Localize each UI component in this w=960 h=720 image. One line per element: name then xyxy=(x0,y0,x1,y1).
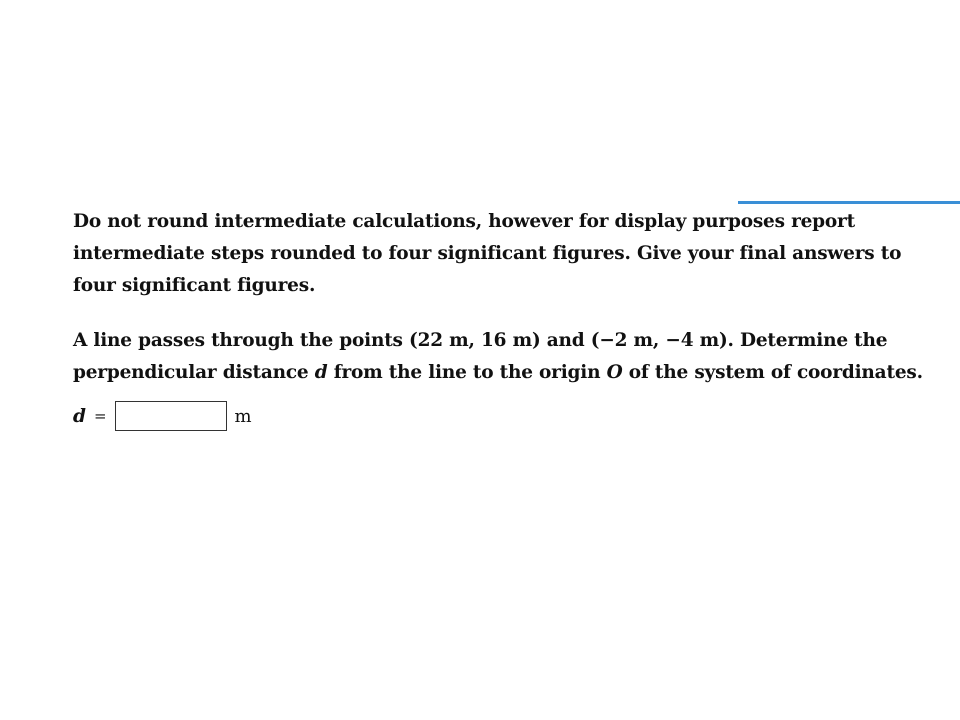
accent-rule xyxy=(738,201,960,204)
problem-statement xyxy=(73,325,933,389)
unit-label: m xyxy=(234,405,252,427)
answer-variable-label: d xyxy=(73,405,86,427)
question-panel xyxy=(73,206,933,433)
instructions-text: Do not round intermediate calculations, however for display purposes report intermediate steps rounded to four significant figures. Give your final answers to four significant figures. xyxy=(73,211,902,296)
problem-text-part3: of the system of coordinates. xyxy=(622,362,923,383)
problem-text-part2: from the line to the origin xyxy=(327,362,607,383)
variable-d: d xyxy=(314,362,328,383)
answer-input[interactable] xyxy=(115,401,227,431)
variable-origin: O xyxy=(606,362,623,383)
problem-text-part1: A line passes through the points (22 m, 16 m) and (−2 m, −4 m). Determine the perpendicular distance xyxy=(73,330,888,383)
equals-sign: = xyxy=(93,407,107,425)
answer-row xyxy=(73,399,933,433)
